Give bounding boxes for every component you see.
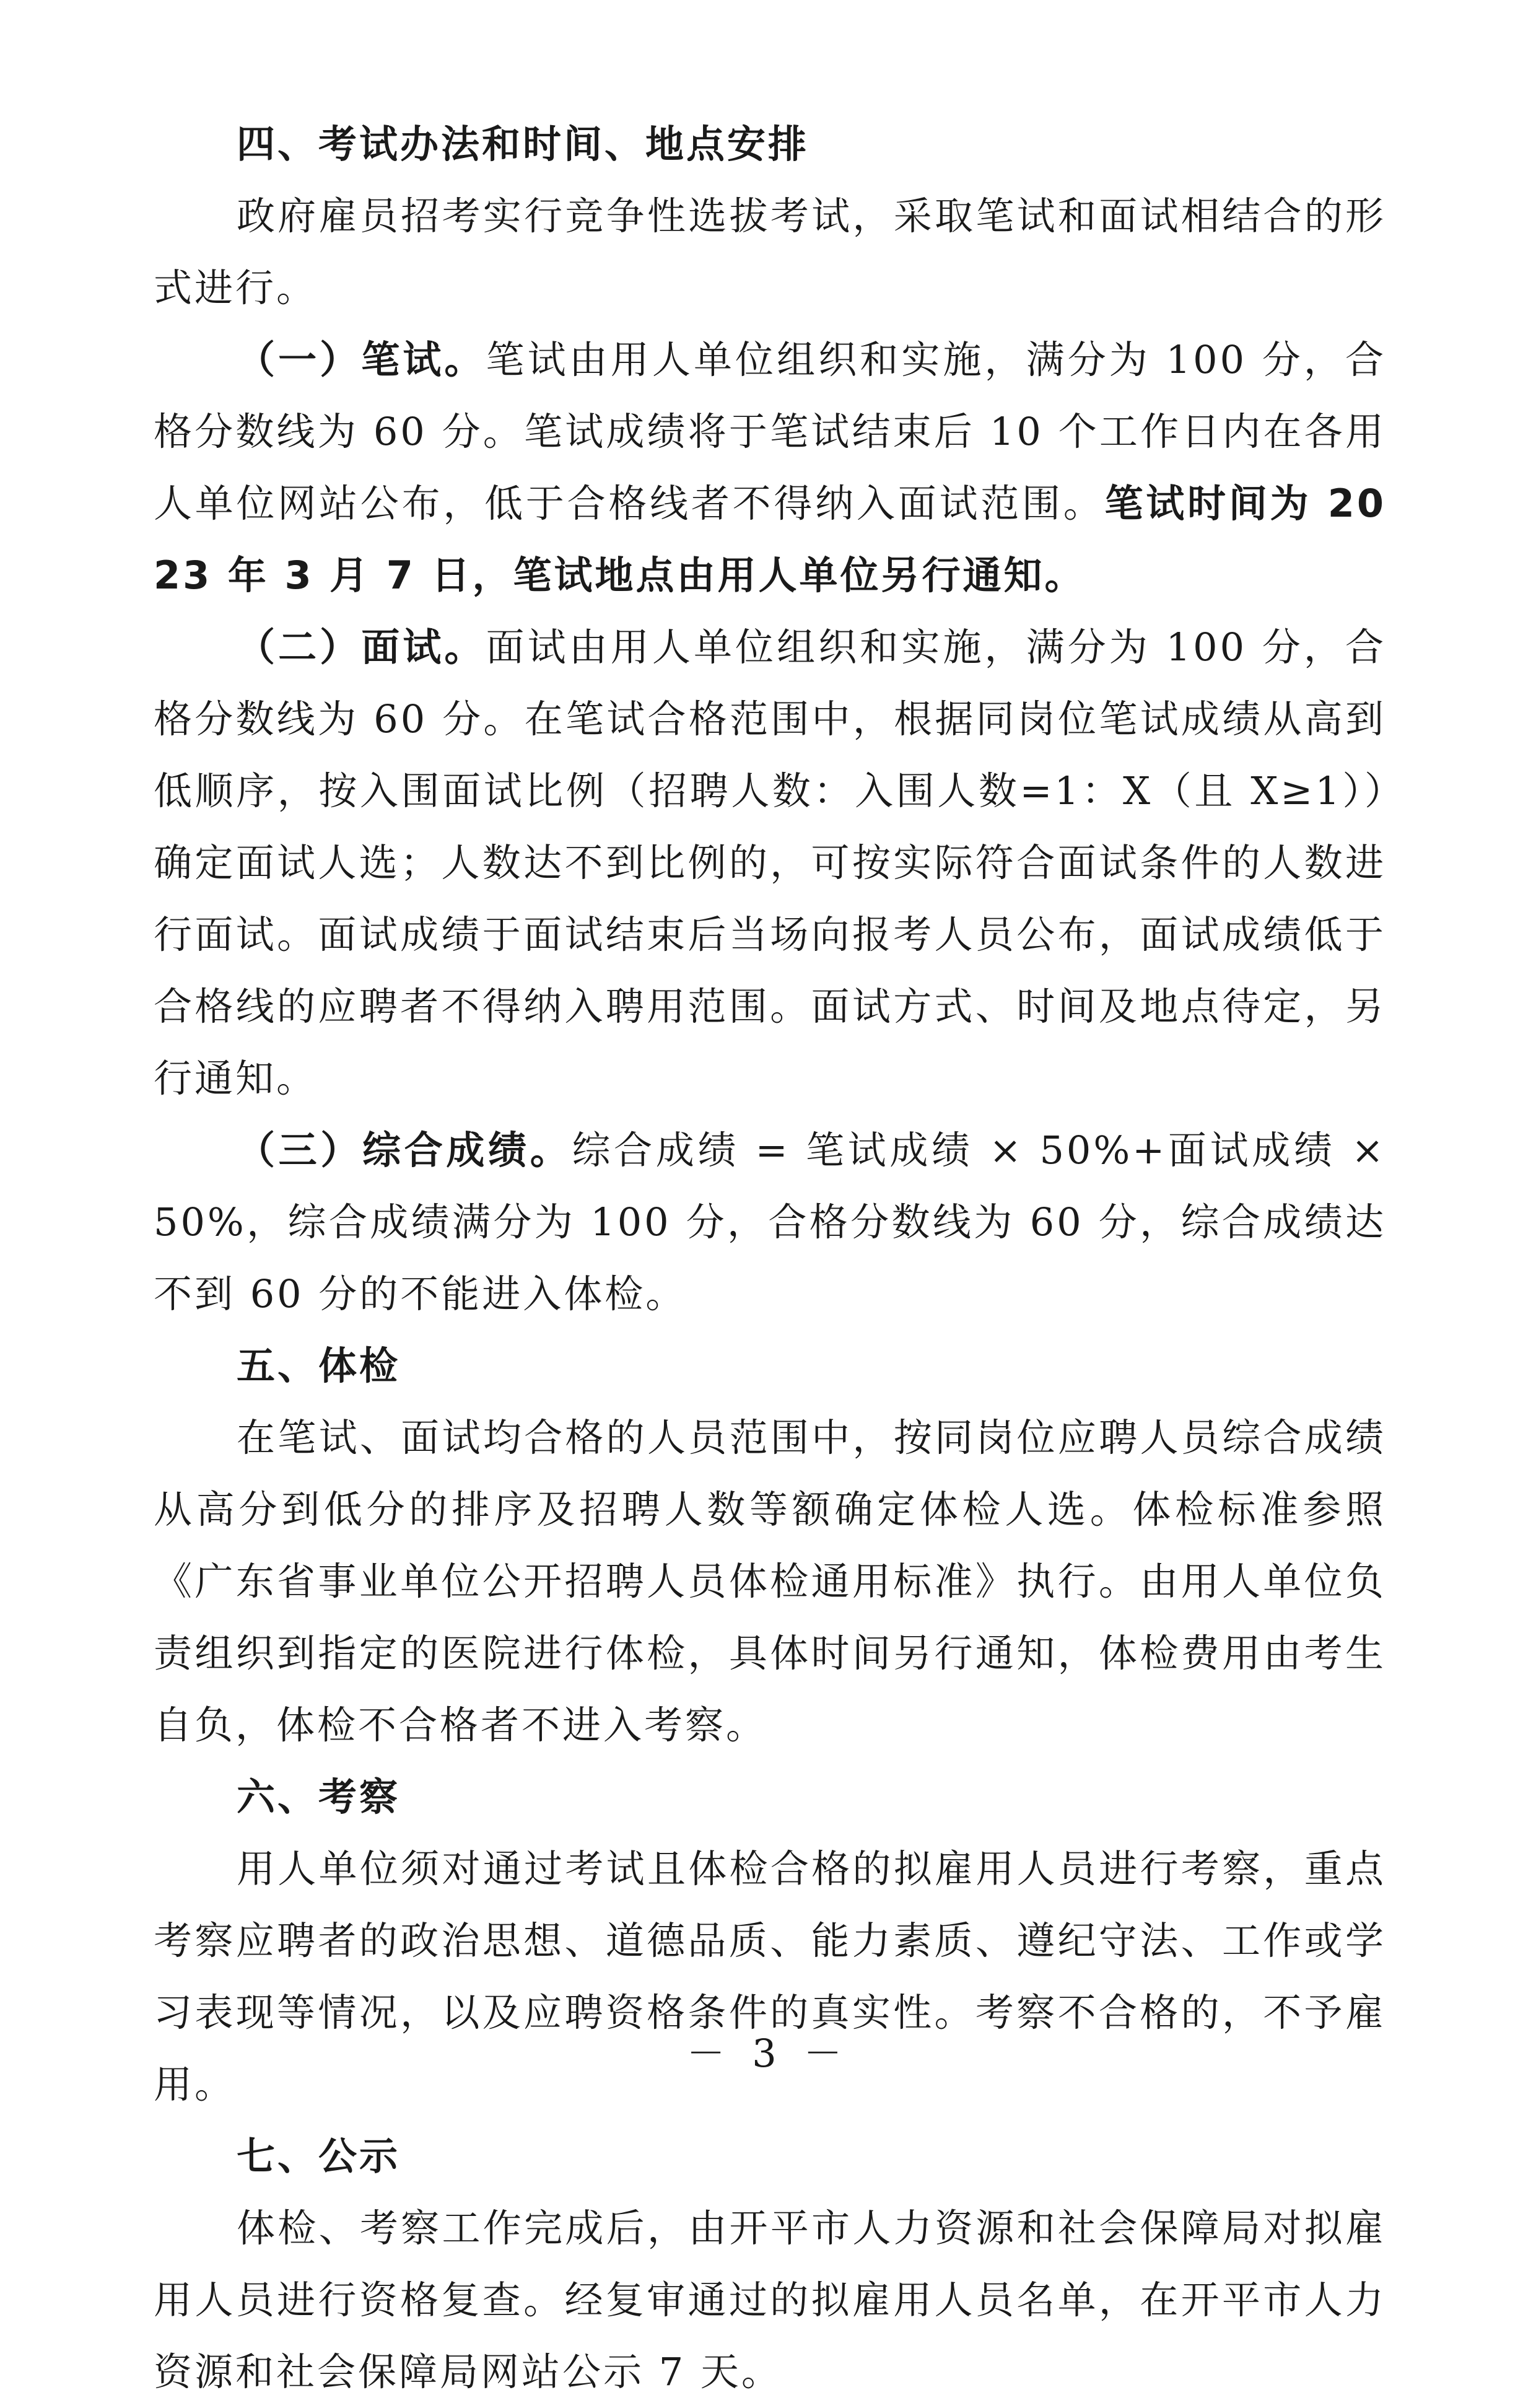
- section-heading-medical: 五、体检: [237, 1343, 401, 1388]
- paragraph-composite-score: [154, 1114, 1386, 1330]
- paragraph-written-exam: [154, 324, 1386, 611]
- section-heading-exam: 四、考试办法和时间、地点安排: [237, 121, 809, 167]
- written-exam-label: （一）笔试。: [237, 337, 486, 382]
- section-heading-inspection: 六、考察: [237, 1774, 401, 1819]
- interview-text: 面试由用人单位组织和实施，满分为 100 分，合格分数线为 60 分。在笔试合格范围中，根据同岗位笔试成绩从高到低顺序，按入围面试比例（招聘人数：入围人数=1：X（且 X≥1））确定面试人选；人数达不到比例的，可按实际符合面试条件的人数进行面试。面试成绩于面试结束后当场向报考人员公布，面试成绩低于合格线的应聘者不得纳入聘用范围。面试方式、时间及地点待定，另行通知。: [154, 624, 1386, 1101]
- composite-score-text: 综合成绩 = 笔试成绩 × 50%+面试成绩 × 50%，综合成绩满分为 100 分，合格分数线为 60 分，综合成绩达不到 60 分的不能进入体检。: [154, 1127, 1386, 1316]
- paragraph-inspection: 用人单位须对通过考试且体检合格的拟雇用人员进行考察，重点考察应聘者的政治思想、道德品质、能力素质、遵纪守法、工作或学习表现等情况，以及应聘资格条件的真实性。考察不合格的，不予雇用。: [154, 1846, 1386, 2107]
- interview-label: （二）面试。: [237, 624, 486, 670]
- section-heading-publicity: 七、公示: [237, 2134, 401, 2179]
- paragraph-publicity: 体检、考察工作完成后，由开平市人力资源和社会保障局对拟雇用人员进行资格复查。经复审通过的拟雇用人员名单，在开平市人力资源和社会保障局网站公示 7 天。: [154, 2205, 1386, 2394]
- written-exam-text: 笔试由用人单位组织和实施，满分为 100 分，合格分数线为 60 分。笔试成绩将于笔试结束后 10 个工作日内在各用人单位网站公布，低于合格线者不得纳入面试范围。: [154, 337, 1386, 526]
- written-exam-schedule: 笔试时间为 2023 年 3 月 7 日，笔试地点由用人单位另行通知。: [154, 481, 1386, 598]
- composite-score-label: （三）综合成绩。: [237, 1127, 572, 1173]
- paragraph-exam-intro: 政府雇员招考实行竞争性选拔考试，采取笔试和面试相结合的形式进行。: [154, 193, 1386, 310]
- paragraph-medical: 在笔试、面试均合格的人员范围中，按同岗位应聘人员综合成绩从高分到低分的排序及招聘人数等额确定体检人选。体检标准参照《广东省事业单位公开招聘人员体检通用标准》执行。由用人单位负责组织到指定的医院进行体检，具体时间另行通知，体检费用由考生自负，体检不合格者不进入考察。: [154, 1415, 1386, 1748]
- paragraph-interview: [154, 611, 1386, 1114]
- page-number: － 3 －: [686, 2031, 850, 2076]
